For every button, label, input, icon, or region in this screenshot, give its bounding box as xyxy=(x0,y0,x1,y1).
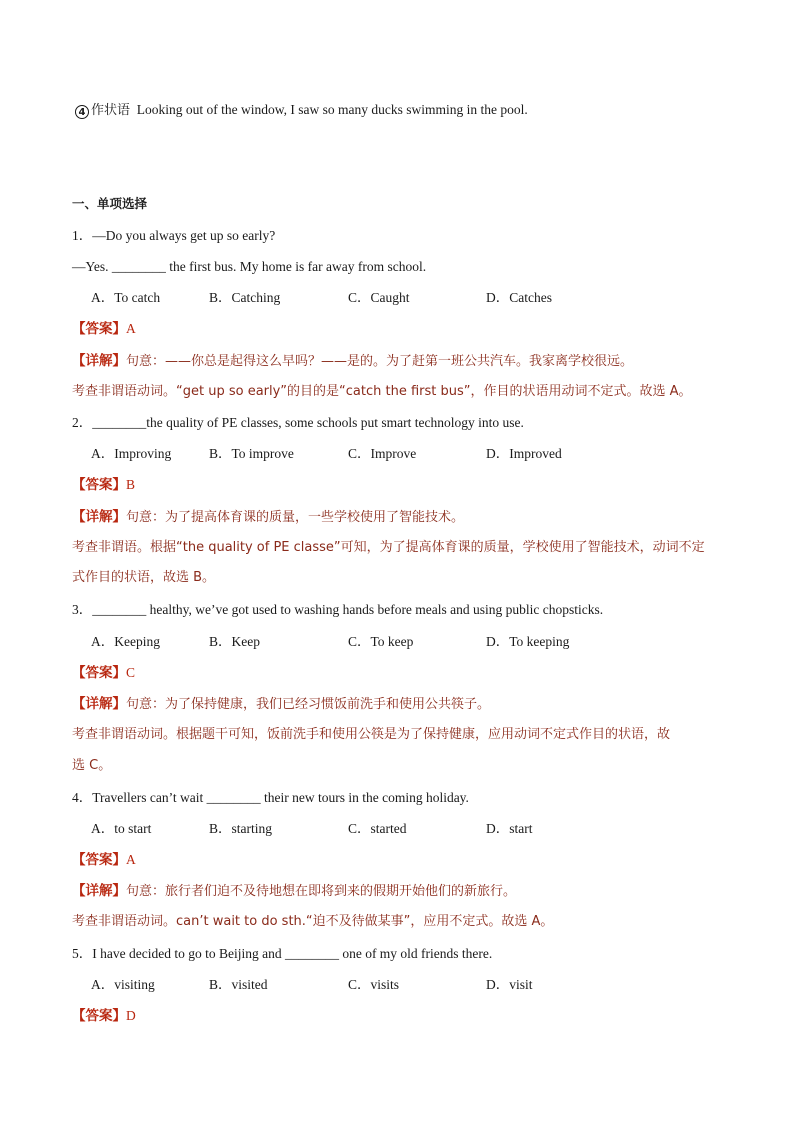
q2-answer xyxy=(72,476,135,494)
q2-explanation: 考查非谓语。根据“the quality of PE classe”可知，为了提高体育课的质量，学校使用了智能技术，动词不定 xyxy=(72,540,705,555)
q1-stem-2: —Yes. ________ the first bus. My home is far away from school. xyxy=(72,259,427,274)
answer-value: A xyxy=(126,321,136,336)
q5-answer xyxy=(72,1007,136,1025)
detail-tag: 【详解】 xyxy=(72,353,126,369)
q2-option-a: A．Improving xyxy=(91,446,172,461)
q1-option-c: C．Caught xyxy=(348,290,410,305)
q3-option-c: C．To keep xyxy=(348,634,414,649)
q1-option-d: D．Catches xyxy=(486,290,552,305)
q5-option-d: D．visit xyxy=(486,977,533,992)
circled-number: 4 xyxy=(75,105,89,119)
section-title: 一、单项选择 xyxy=(72,196,148,211)
q3-detail xyxy=(72,695,490,714)
q1-option-a: A．To catch xyxy=(91,290,161,305)
q5-option-b: B．visited xyxy=(209,977,268,992)
q4-option-d: D．start xyxy=(486,821,533,836)
detail-text: 句意：——你总是起得这么早吗？——是的。为了赶第一班公共汽车。我家离学校很远。 xyxy=(126,354,634,369)
q2-detail xyxy=(72,508,464,527)
q2-option-d: D．Improved xyxy=(486,446,562,461)
q3-explanation-2: 选 C。 xyxy=(72,758,112,773)
q4-detail xyxy=(72,882,516,901)
q5-stem: 5．I have decided to go to Beijing and ________ one of my old friends there. xyxy=(72,946,493,961)
intro-sentence: Looking out of the window, I saw so many ducks swimming in the pool. xyxy=(136,102,528,117)
answer-tag: 【答案】 xyxy=(72,477,126,493)
q4-explanation: 考查非谓语动词。can’t wait to do sth.“迫不及待做某事”，应用不定式。故选 A。 xyxy=(72,914,554,929)
q1-answer xyxy=(72,320,136,338)
detail-tag: 【详解】 xyxy=(72,883,126,899)
q2-option-c: C．Improve xyxy=(348,446,417,461)
q4-stem: 4．Travellers can’t wait ________ their new tours in the coming holiday. xyxy=(72,790,469,805)
q1-detail xyxy=(72,352,633,371)
detail-text: 句意：为了保持健康，我们已经习惯饭前洗手和使用公共筷子。 xyxy=(126,697,491,712)
answer-value: B xyxy=(126,477,136,492)
answer-tag: 【答案】 xyxy=(72,321,126,337)
q5-option-a: A．visiting xyxy=(91,977,155,992)
detail-tag: 【详解】 xyxy=(72,509,126,525)
q3-answer xyxy=(72,664,135,682)
answer-value: C xyxy=(126,665,136,680)
q3-option-d: D．To keeping xyxy=(486,634,570,649)
answer-value: D xyxy=(126,1008,136,1023)
q1-option-b: B．Catching xyxy=(209,290,281,305)
answer-tag: 【答案】 xyxy=(72,852,126,868)
answer-tag: 【答案】 xyxy=(72,1008,126,1024)
q3-option-a: A．Keeping xyxy=(91,634,160,649)
q2-option-b: B．To improve xyxy=(209,446,294,461)
detail-text: 句意：为了提高体育课的质量，一些学校使用了智能技术。 xyxy=(126,510,465,525)
answer-value: A xyxy=(126,852,136,867)
detail-tag: 【详解】 xyxy=(72,696,126,712)
q5-option-c: C．visits xyxy=(348,977,400,992)
intro-line xyxy=(75,101,528,120)
q4-option-c: C．started xyxy=(348,821,407,836)
q3-option-b: B．Keep xyxy=(209,634,260,649)
q4-answer xyxy=(72,851,136,869)
intro-label: 作状语 xyxy=(91,103,131,118)
q1-explanation: 考查非谓语动词。“get up so early”的目的是“catch the first bus”，作目的状语用动词不定式。故选 A。 xyxy=(72,384,692,399)
q3-stem: 3．________ healthy, we’ve got used to washing hands before meals and using public chopsticks. xyxy=(72,602,604,617)
q4-option-a: A．to start xyxy=(91,821,152,836)
detail-text: 句意：旅行者们迫不及待地想在即将到来的假期开始他们的新旅行。 xyxy=(126,884,517,899)
q2-explanation-2: 式作目的状语，故选 B。 xyxy=(72,570,216,585)
q4-option-b: B．starting xyxy=(209,821,272,836)
q2-stem: 2．________the quality of PE classes, some schools put smart technology into use. xyxy=(72,415,524,430)
q3-explanation: 考查非谓语动词。根据题干可知，饭前洗手和使用公筷是为了保持健康，应用动词不定式作目的状语，故 xyxy=(72,727,671,742)
q1-stem: 1．—Do you always get up so early? xyxy=(72,228,276,243)
answer-tag: 【答案】 xyxy=(72,665,126,681)
